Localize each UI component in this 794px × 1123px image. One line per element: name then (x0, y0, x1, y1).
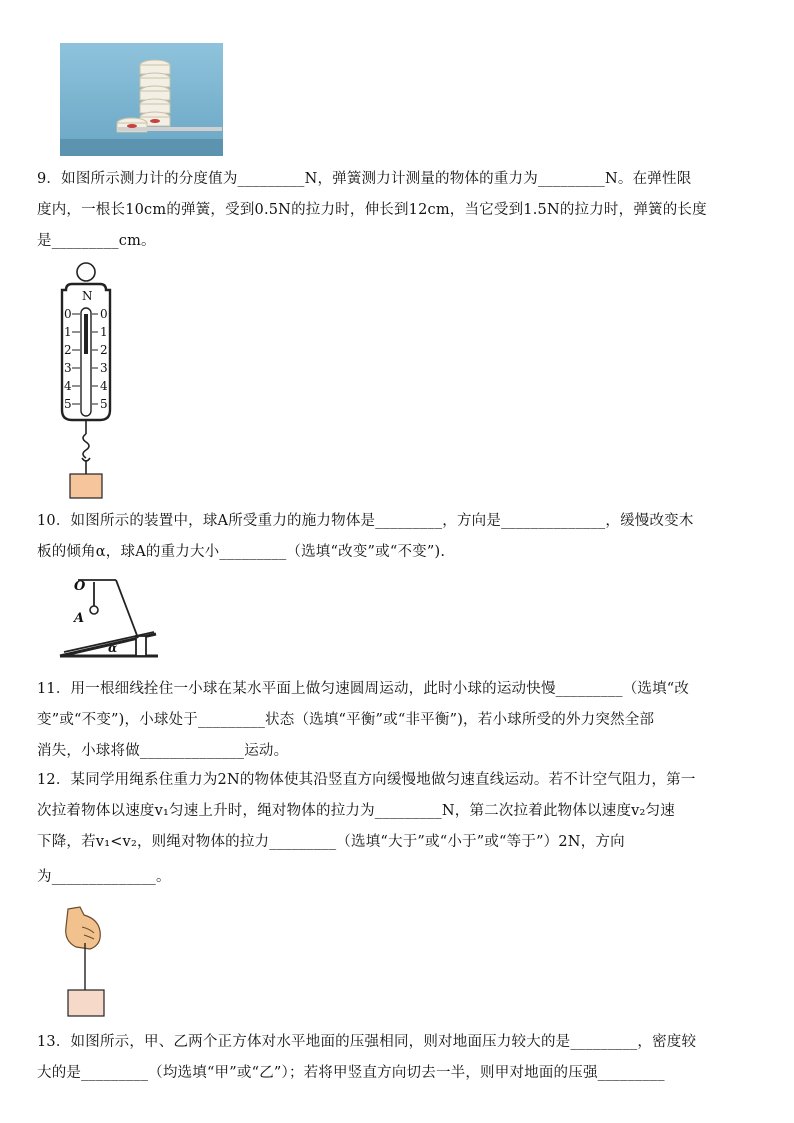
question-9-line-1: 9．如图所示测力计的分度值为_________N，弹簧测力计测量的物体的重力为_________N。在弹性限 (37, 171, 692, 187)
question-10-line-2: 板的倾角α，球A的重力大小_________（选填“改变”或“不变”). (37, 544, 446, 560)
tick-left-5: 5 (64, 397, 72, 411)
incline-drawing (56, 572, 161, 664)
dynamometer-drawing (58, 258, 128, 503)
tick-left-4: 4 (64, 379, 72, 393)
magnet-stack-image (60, 43, 223, 156)
tick-right-0: 0 (100, 307, 108, 321)
tick-right-4: 4 (100, 379, 108, 393)
question-12-line-1: 12．某同学用绳系住重力为2N的物体使其沿竖直方向缓慢地做匀速直线运动。若不计空气阻力，第一 (37, 772, 696, 788)
question-9-line-2: 度内，一根长10cm的弹簧，受到0.5N的拉力时，伸长到12cm，当它受到1.5N的拉力时，弹簧的长度 (37, 202, 707, 218)
question-11-line-3: 消失，小球将做______________运动。 (37, 743, 289, 759)
question-12-line-3: 下降，若v₁<v₂，则绳对物体的拉力_________（选填“大于”或“小于”或“等于”）2N，方向 (37, 834, 625, 850)
spring-dynamometer-figure (58, 258, 128, 503)
tick-right-3: 3 (100, 361, 108, 375)
incline-ball-figure (56, 572, 161, 664)
tick-right-1: 1 (100, 325, 108, 339)
question-10-line-1: 10．如图所示的装置中，球A所受重力的施力物体是_________，方向是______________，缓慢改变木 (37, 513, 694, 529)
question-13-line-2: 大的是_________（均选填“甲”或“乙”）；若将甲竖直方向切去一半，则甲对地面的压强_________ (37, 1065, 665, 1081)
ball-a-label: A (74, 611, 85, 626)
question-11-line-1: 11．用一根细线拴住一小球在某水平面上做匀速圆周运动，此时小球的运动快慢_________（选填“改 (37, 681, 690, 697)
tick-left-2: 2 (64, 343, 72, 357)
tick-left-0: 0 (64, 307, 72, 321)
question-12 (37, 765, 757, 893)
hand-drawing (60, 905, 110, 1020)
hand-rope-block-figure (60, 905, 110, 1020)
angle-alpha-label: α (108, 641, 118, 655)
question-13-line-1: 13．如图所示，甲、乙两个正方体对水平地面的压强相同，则对地面压力较大的是_________，密度较 (37, 1034, 697, 1050)
tick-left-3: 3 (64, 361, 72, 375)
point-o-label: O (74, 579, 86, 594)
question-12-line-4: 为______________。 (37, 869, 171, 885)
question-11 (37, 674, 757, 767)
question-13 (37, 1027, 757, 1089)
question-10 (37, 506, 757, 568)
question-12-line-2: 次拉着物体以速度v₁匀速上升时，绳对物体的拉力为_________N，第二次拉着此物体以速度v₂匀速 (37, 803, 675, 819)
dynamometer-unit: N (82, 289, 93, 303)
question-9-line-3: 是_________cm。 (37, 233, 156, 249)
tick-right-5: 5 (100, 397, 108, 411)
question-11-line-2: 变”或“不变”)，小球处于_________状态（选填“平衡”或“非平衡”)，若小球所受的外力突然全部 (37, 712, 655, 728)
tick-left-1: 1 (64, 325, 72, 339)
question-9 (37, 164, 757, 257)
ring-magnets-photo (60, 43, 223, 156)
tick-right-2: 2 (100, 343, 108, 357)
